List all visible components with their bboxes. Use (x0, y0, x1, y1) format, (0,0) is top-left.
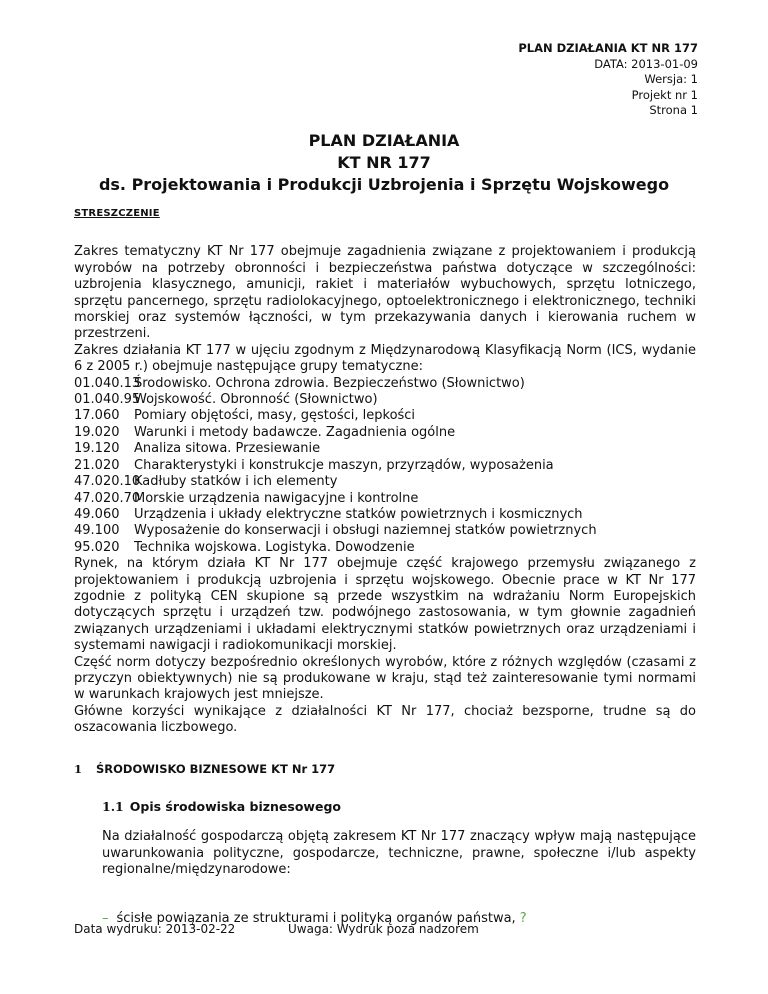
ics-code-row (74, 425, 696, 441)
ics-label: Pomiary objętości, masy, gęstości, lepkości (134, 408, 416, 424)
header-project: Projekt nr 1 (631, 87, 698, 102)
ics-code: 49.100 (74, 523, 120, 539)
section-1-1-intro: Na działalność gospodarczą objętą zakresem KT Nr 177 znaczący wpływ mają następujące uwarunkowania polityczne, gospodarcze, techniczne, prawne, społeczne i/lub aspekty regionalne/międzynarodowe: (102, 829, 696, 878)
header-page: Strona 1 (649, 103, 698, 117)
header-date: DATA: 2013-01-09 (594, 56, 698, 71)
ics-code: 01.040.95 (74, 392, 141, 408)
ics-code-row (74, 540, 696, 556)
ics-label: Technika wojskowa. Logistyka. Dowodzenie (134, 539, 415, 555)
dash-bullet: – (102, 910, 109, 926)
ics-code: 47.020.70 (74, 490, 141, 506)
document-body (74, 206, 696, 927)
question-mark-marker: ? (519, 910, 527, 926)
ics-label: Urządzenia i układy elektryczne statków powietrznych i kosmicznych (134, 506, 583, 522)
ics-code-row (74, 458, 696, 474)
section-1-number: 1 (74, 761, 83, 776)
ics-code: 47.020.10 (74, 474, 141, 490)
section-1-1-title: Opis środowiska biznesowego (129, 799, 341, 814)
ics-code-row (74, 507, 696, 523)
ics-code-row (74, 392, 696, 408)
section-1-1-number: 1.1 (102, 799, 124, 814)
ics-label: Analiza sitowa. Przesiewanie (134, 441, 321, 457)
ics-label: Kadłuby statków i ich elementy (134, 474, 338, 490)
ics-code-row (74, 474, 696, 490)
section-1-1-heading (74, 799, 696, 815)
summary-paragraph-3: Rynek, na którym działa KT Nr 177 obejmuje część krajowego przemysłu związanego z projektowaniem i produkcją uzbrojenia i sprzętu wojskowego. Obecnie prace w KT Nr 177 zgodnie z polityką CEN skupione są przede wszystkim na wdrażaniu Norm Europejskich dotyczących sprzętu i urządzeń tzw. podwójnego zastosowania, w tym głownie zagadnień związanych urządzeniami i układami elektrycznymi statków powietrznych oraz urządzeniami i systemami nawigacji i radiokomunikacji morskiej. (74, 556, 696, 654)
ics-label: Wojskowość. Obronność (Słownictwo) (134, 392, 378, 408)
header-title: PLAN DZIAŁANIA KT NR 177 (518, 41, 698, 55)
title-line-3: ds. Projektowania i Produkcji Uzbrojenia i Sprzętu Wojskowego (98, 175, 670, 194)
ics-code-row (74, 376, 696, 392)
summary-paragraph-2: Zakres działania KT 177 w ujęciu zgodnym z Międzynarodową Klasyfikacją Norm (ICS, wydanie 6 z 2005 r.) obejmuje następujące grupy tematyczne: (74, 342, 696, 375)
ics-code: 01.040.13 (74, 375, 141, 391)
section-1-heading (74, 761, 696, 777)
summary-paragraph-5: Główne korzyści wynikające z działalności KT Nr 177, chociaż bezsporne, trudne są do oszacowania liczbowego. (74, 703, 696, 736)
list-item-text: ścisłe powiązania ze strukturami i polityką organów państwa, (116, 910, 516, 926)
header-version: Wersja: 1 (644, 72, 698, 86)
ics-label: Morskie urządzenia nawigacyjne i kontrolne (134, 490, 419, 506)
document-title (60, 130, 708, 196)
ics-code: 19.120 (74, 441, 120, 457)
ics-label: Warunki i metody badawcze. Zagadnienia ogólne (134, 424, 456, 440)
summary-label: STRESZCZENIE (74, 208, 160, 219)
summary-paragraph-1: Zakres tematyczny KT Nr 177 obejmuje zagadnienia związane z projektowaniem i produkcją wyrobów na potrzeby obronności i bezpieczeństwa państwa dotyczące w szczególności: uzbrojenia klasycznego, amunicji, rakiet i materiałów wybuchowych, sprzętu lotniczego, sprzętu pancernego, sprzętu radiolokacyjnego, optoelektronicznego i elektronicznego, techniki morskiej oraz systemów łączności, w tym przekazywania danych i kierowania ruchem w przestrzeni. (74, 244, 696, 342)
footer-note: Uwaga: Wydruk poza nadzorem (288, 922, 479, 936)
summary-paragraph-4: Część norm dotyczy bezpośrednio określonych wyrobów, które z różnych względów (czasami z przyczyn obiektywnych) nie są produkowane w kraju, stąd też zainteresowanie tymi normami w warunkach krajowych jest mniejsze. (74, 654, 696, 703)
title-line-2: KT NR 177 (337, 153, 431, 172)
ics-code-row (74, 441, 696, 457)
ics-code: 19.020 (74, 424, 120, 440)
title-line-1: PLAN DZIAŁANIA (308, 131, 460, 150)
ics-code: 17.060 (74, 408, 120, 424)
ics-label: Środowisko. Ochrona zdrowia. Bezpieczeństwo (Słownictwo) (134, 375, 525, 391)
ics-code-row (74, 408, 696, 424)
section-1-title: ŚRODOWISKO BIZNESOWE KT Nr 177 (96, 761, 336, 776)
ics-code-row (74, 523, 696, 539)
ics-label: Charakterystyki i konstrukcje maszyn, przyrządów, wyposażenia (134, 457, 554, 473)
ics-code: 21.020 (74, 457, 120, 473)
footer-print-date: Data wydruku: 2013-02-22 (74, 922, 236, 936)
ics-code: 49.060 (74, 506, 120, 522)
ics-label: Wyposażenie do konserwacji i obsługi naziemnej statków powietrznych (134, 523, 597, 539)
ics-code-list (74, 376, 696, 556)
document-header (518, 41, 698, 119)
ics-code-row (74, 491, 696, 507)
ics-code: 95.020 (74, 539, 120, 555)
